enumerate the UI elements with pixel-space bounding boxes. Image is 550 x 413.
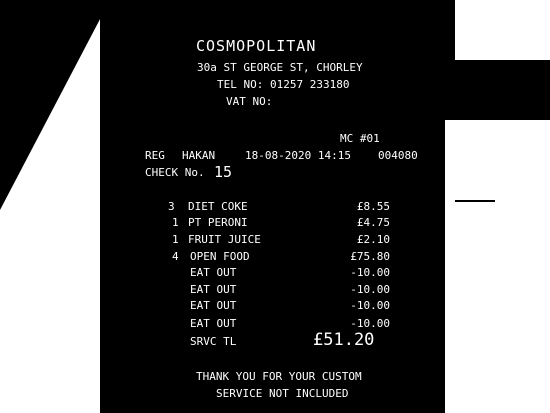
- item-name: EAT OUT: [190, 266, 237, 279]
- item-name: PT PERONI: [188, 216, 248, 229]
- item-name: EAT OUT: [190, 283, 237, 296]
- background-table-right: [435, 120, 550, 413]
- operator-name: HAKAN: [182, 149, 216, 162]
- item-price: -10.00: [350, 317, 390, 330]
- footer-service-note: SERVICE NOT INCLUDED: [216, 387, 349, 400]
- item-qty: 3: [168, 200, 175, 213]
- vat-number: VAT NO:: [226, 95, 273, 108]
- check-number: 15: [214, 163, 233, 181]
- item-name: EAT OUT: [190, 317, 237, 330]
- shop-name: COSMOPOLITAN: [196, 37, 317, 55]
- register-label: REG: [145, 149, 165, 162]
- item-price: -10.00: [350, 266, 390, 279]
- receipt: [100, 0, 445, 413]
- footer-thanks: THANK YOU FOR YOUR CUSTOM: [196, 370, 362, 383]
- total-amount: £51.20: [313, 330, 375, 350]
- item-price: -10.00: [350, 283, 390, 296]
- item-price: £8.55: [356, 200, 390, 213]
- item-name: DIET COKE: [188, 200, 248, 213]
- receipt-number: 004080: [378, 149, 418, 162]
- item-name: EAT OUT: [190, 299, 237, 312]
- item-qty: 1: [172, 216, 179, 229]
- terminal-id: MC #01: [340, 132, 380, 145]
- check-label: CHECK No.: [145, 166, 205, 179]
- background-streak: [455, 200, 495, 202]
- item-price: £4.75: [356, 216, 390, 229]
- background-top-right: [455, 0, 550, 60]
- transaction-datetime: 18-08-2020 14:15: [245, 149, 351, 162]
- background-streak: [20, 250, 80, 253]
- shop-address: 30a ST GEORGE ST, CHORLEY: [197, 61, 363, 74]
- item-price: -10.00: [350, 299, 390, 312]
- item-qty: 1: [172, 233, 179, 246]
- item-name: FRUIT JUICE: [188, 233, 261, 246]
- total-label: SRVC TL: [190, 335, 237, 348]
- item-name: OPEN FOOD: [190, 250, 250, 263]
- background-shadow: [0, 0, 110, 210]
- item-price: £2.10: [356, 233, 390, 246]
- shop-telephone: TEL NO: 01257 233180: [217, 78, 350, 91]
- item-price: £75.80: [350, 250, 390, 263]
- item-qty: 4: [172, 250, 179, 263]
